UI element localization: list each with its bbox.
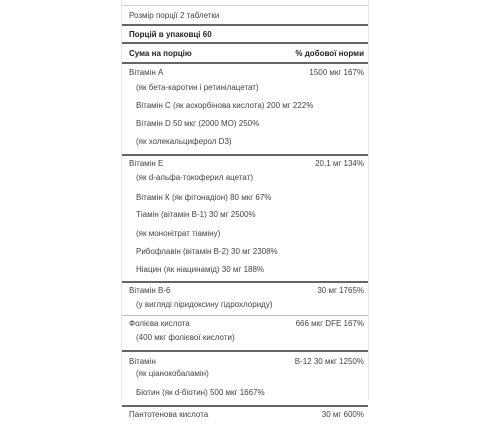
nutrient-detail-text: Вітамін C (як аскорбінова кислота) 200 мг 222%	[136, 101, 314, 110]
nutrient-detail-text: Ніацин (як ніацинамід) 30 мг 188%	[136, 265, 265, 274]
nutrient-detail	[122, 118, 368, 137]
nutrient-row-vitamin-b6	[122, 281, 368, 299]
serving-size-row	[122, 6, 368, 24]
nutrient-name: Вітамін А	[129, 68, 164, 77]
nutrient-amount: 1500 мкг 167%	[309, 68, 364, 77]
nutrient-detail	[122, 137, 368, 154]
nutrient-amount: 666 мкг DFE 167%	[295, 319, 364, 328]
nutrient-detail-text: (як d-альфа-токоферил ацетат)	[136, 173, 254, 182]
nutrient-row-vitamin-a	[122, 62, 368, 82]
nutrient-detail	[122, 82, 368, 100]
nutrient-detail	[122, 209, 368, 228]
servings-per-container-row	[122, 24, 368, 42]
nutrient-detail	[122, 100, 368, 118]
nutrient-detail-text: Рибофлавін (вітамін B-2) 30 мг 2308%	[136, 247, 278, 256]
nutrient-detail	[122, 332, 368, 350]
nutrient-name: Вітамін	[129, 357, 156, 366]
nutrient-name: Вітамін B-6	[129, 286, 171, 295]
nutrient-amount: 30 мг 600%	[321, 410, 364, 419]
serving-size-text: Розмір порції 2 таблетки	[129, 11, 220, 20]
nutrient-detail	[122, 192, 368, 209]
nutrient-detail-text: (400 мкг фолієвої кислоти)	[136, 333, 235, 342]
nutrient-detail-text: (у вигляді піридоксину гідрохлориду)	[136, 300, 273, 309]
nutrient-row-folic-acid	[122, 315, 368, 332]
nutrient-row-vitamin-e	[122, 154, 368, 172]
nutrient-detail-text: (як бета-каротин і ретинілацетат)	[136, 83, 259, 92]
nutrient-detail-text: Вітамін К (як фітонадіон) 80 мкг 67%	[136, 193, 272, 202]
nutrient-detail	[122, 172, 368, 192]
daily-value-header: % добової норми	[295, 49, 364, 58]
nutrient-row-pantothenic-acid	[122, 405, 368, 425]
nutrient-detail-text: Вітамін D 50 мкг (2000 МО) 250%	[136, 119, 260, 128]
nutrient-name: Вітамін Е	[129, 159, 164, 168]
nutrient-detail-text: (як ціанокобаламін)	[136, 369, 209, 378]
nutrient-row-vitamin-b12	[122, 350, 368, 368]
nutrient-detail-text: (як холекальциферол D3)	[136, 137, 232, 146]
nutrient-amount: 20,1 мг 134%	[315, 159, 364, 168]
amount-per-serving-header: Сума на порцію	[129, 49, 192, 58]
nutrient-detail-text: Біотин (як d-біотин) 500 мкг 1667%	[136, 388, 265, 397]
supplement-facts-panel	[121, 0, 369, 419]
nutrient-detail	[122, 299, 368, 315]
table-header-row	[122, 42, 368, 62]
nutrient-detail	[122, 228, 368, 246]
nutrient-detail-text: (як мононітрат тіаміну)	[136, 229, 221, 238]
nutrient-detail	[122, 246, 368, 264]
servings-per-container-text: Порцій в упаковці 60	[129, 30, 212, 39]
nutrient-detail-text: Тіамін (вітамін B-1) 30 мг 2500%	[136, 210, 256, 219]
nutrient-amount: B-12 30 мкг 1250%	[294, 357, 364, 366]
nutrient-name: Фолієва кислота	[129, 319, 190, 328]
nutrient-detail	[122, 387, 368, 405]
nutrient-amount: 30 мг 1765%	[317, 286, 364, 295]
nutrient-detail	[122, 368, 368, 387]
nutrient-detail	[122, 264, 368, 281]
nutrient-name: Пантотенова кислота	[129, 410, 209, 419]
